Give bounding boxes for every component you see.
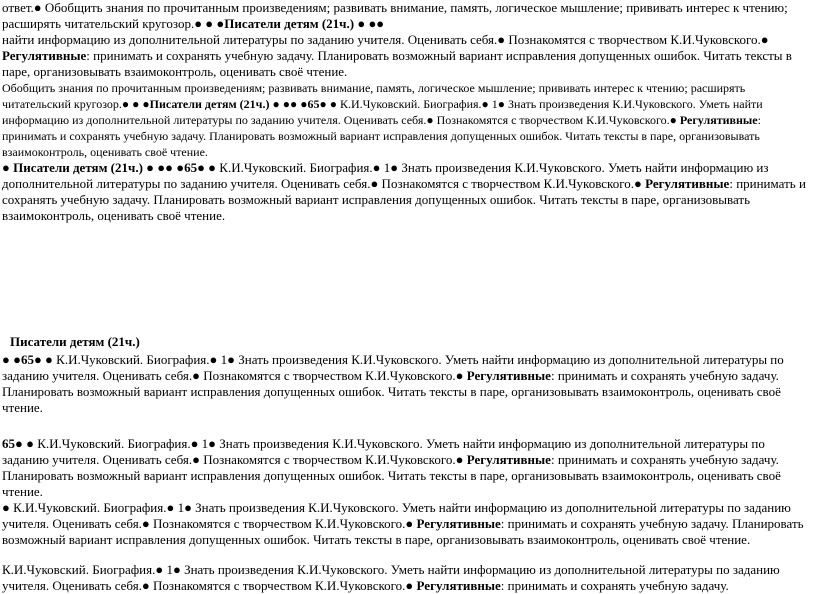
regulatory-label: Регулятивные <box>463 452 551 467</box>
section-title: Писатели детям (21ч.) <box>10 334 140 349</box>
lesson-number: ● ●65● ● <box>2 352 53 367</box>
lesson-block-3 <box>2 500 812 548</box>
section-title-inline: Писатели детям (21ч.) <box>224 16 355 31</box>
paragraph-1 <box>2 0 812 32</box>
regulatory-label: Регулятивные <box>463 368 551 383</box>
lesson-text: К.И.Чуковский. Биография.● 1● Знать произведения К.И.Чуковского. Уметь найти информацию из дополнительной литературы по заданию учителя. Оценивать себя.● Познакомятся с творчеством К.И.Чуковского.● <box>2 500 791 531</box>
lesson-block-2 <box>2 436 812 500</box>
top-text-block <box>2 0 812 224</box>
task-text: найти информацию из дополнительной литературы по заданию учителя. Оценивать себя.● Познакомятся с творчеством К.И.Чуковского.● <box>2 32 769 47</box>
regulatory-text: : принимать и сохранять учебную задачу. Планировать возможный вариант исправления допущенных ошибок. Читать тексты в паре, организовывать взаимоконтроль, оценивать своё чтение. <box>2 113 761 159</box>
section-title-inline: ● Писатели детям (21ч.) ● ●● ●65● ● <box>2 160 217 175</box>
lesson-block-1 <box>2 352 812 416</box>
regulatory-text: : принимать и сохранять учебную задачу. <box>500 578 729 593</box>
goals-text: Обобщить знания по прочитанным произведениям; развивать внимание, память, логическое мышление; прививать интерес к чтению; расширять читательский кругозор.● ● ● <box>2 81 746 111</box>
lesson-text: К.И.Чуковский. Биография.● 1● Знать произведения К.И.Чуковского. Уметь найти информацию из дополнительной литературы по заданию учителя. Оценивать себя.● Познакомятся с творчеством К.И.Чуковского.● <box>2 562 780 593</box>
regulatory-label: Регулятивные <box>676 113 758 127</box>
section-title-inline: Писатели детям (21ч.) <box>149 97 270 111</box>
regulatory-text: : принимать и сохранять учебную задачу. Планировать возможный вариант исправления допущенных ошибок. Читать тексты в паре, организовывать взаимоконтроль, оценивать своё чтение. <box>2 516 804 547</box>
paragraph-3 <box>2 80 812 160</box>
regulatory-text: : принимать и сохранять учебную задачу. Планировать возможный вариант исправления допущенных ошибок. Читать тексты в паре, организовывать взаимоконтроль, оценивать своё чтение. <box>2 368 781 415</box>
regulatory-label: Регулятивные <box>413 578 501 593</box>
bullets-text: ● ●● <box>354 16 385 31</box>
regulatory-label: Регулятивные <box>413 516 501 531</box>
lesson-text: К.И.Чуковский. Биография.● 1● Знать произведения К.И.Чуковского. Уметь найти информацию из дополнительной литературы по заданию учителя. Оценивать себя.● Познакомятся с творчеством К.И.Чуковского.● <box>2 97 763 127</box>
lesson-text: К.И.Чуковский. Биография.● 1● Знать произведения К.И.Чуковского. Уметь найти информацию из дополнительной литературы по заданию учителя. Оценивать себя.● Познакомятся с творчеством К.И.Чуковского.● <box>2 436 765 467</box>
regulatory-label: Регулятивные <box>641 176 730 191</box>
lesson-text: К.И.Чуковский. Биография.● 1● Знать произведения К.И.Чуковского. Уметь найти информацию из дополнительной литературы по заданию учителя. Оценивать себя.● Познакомятся с творчеством К.И.Чуковского.● <box>2 160 769 191</box>
paragraph-4 <box>2 160 812 224</box>
lesson-text: К.И.Чуковский. Биография.● 1● Знать произведения К.И.Чуковского. Уметь найти информацию из дополнительной литературы по заданию учителя. Оценивать себя.● Познакомятся с творчеством К.И.Чуковского.● <box>2 352 784 383</box>
regulatory-text: : принимать и сохранять учебную задачу. Планировать возможный вариант исправления допущенных ошибок. Читать тексты в паре, организовывать взаимоконтроль, оценивать своё чтение. <box>2 176 806 223</box>
regulatory-label: Регулятивные <box>2 48 87 63</box>
bullets-text: ● ●● ●65● ● <box>269 97 337 111</box>
bullet: ● <box>2 500 10 515</box>
regulatory-text: : принимать и сохранять учебную задачу. Планировать возможный вариант исправления допущенных ошибок. Читать тексты в паре, организовывать взаимоконтроль, оценивать своё чтение. <box>2 452 781 499</box>
regulatory-text: : принимать и сохранять учебную задачу. Планировать возможный вариант исправления допущенных ошибок. Читать тексты в паре, организовывать взаимоконтроль, оценивать своё чтение. <box>2 48 792 79</box>
goals-text: ответ.● Обобщить знания по прочитанным произведениям; развивать внимание, память, логическое мышление; прививать интерес к чтению; расширять читательский кругозор.● ● ● <box>2 0 788 31</box>
paragraph-2 <box>2 32 812 80</box>
lesson-number: 65● ● <box>2 436 34 451</box>
lesson-block-4 <box>2 562 812 594</box>
